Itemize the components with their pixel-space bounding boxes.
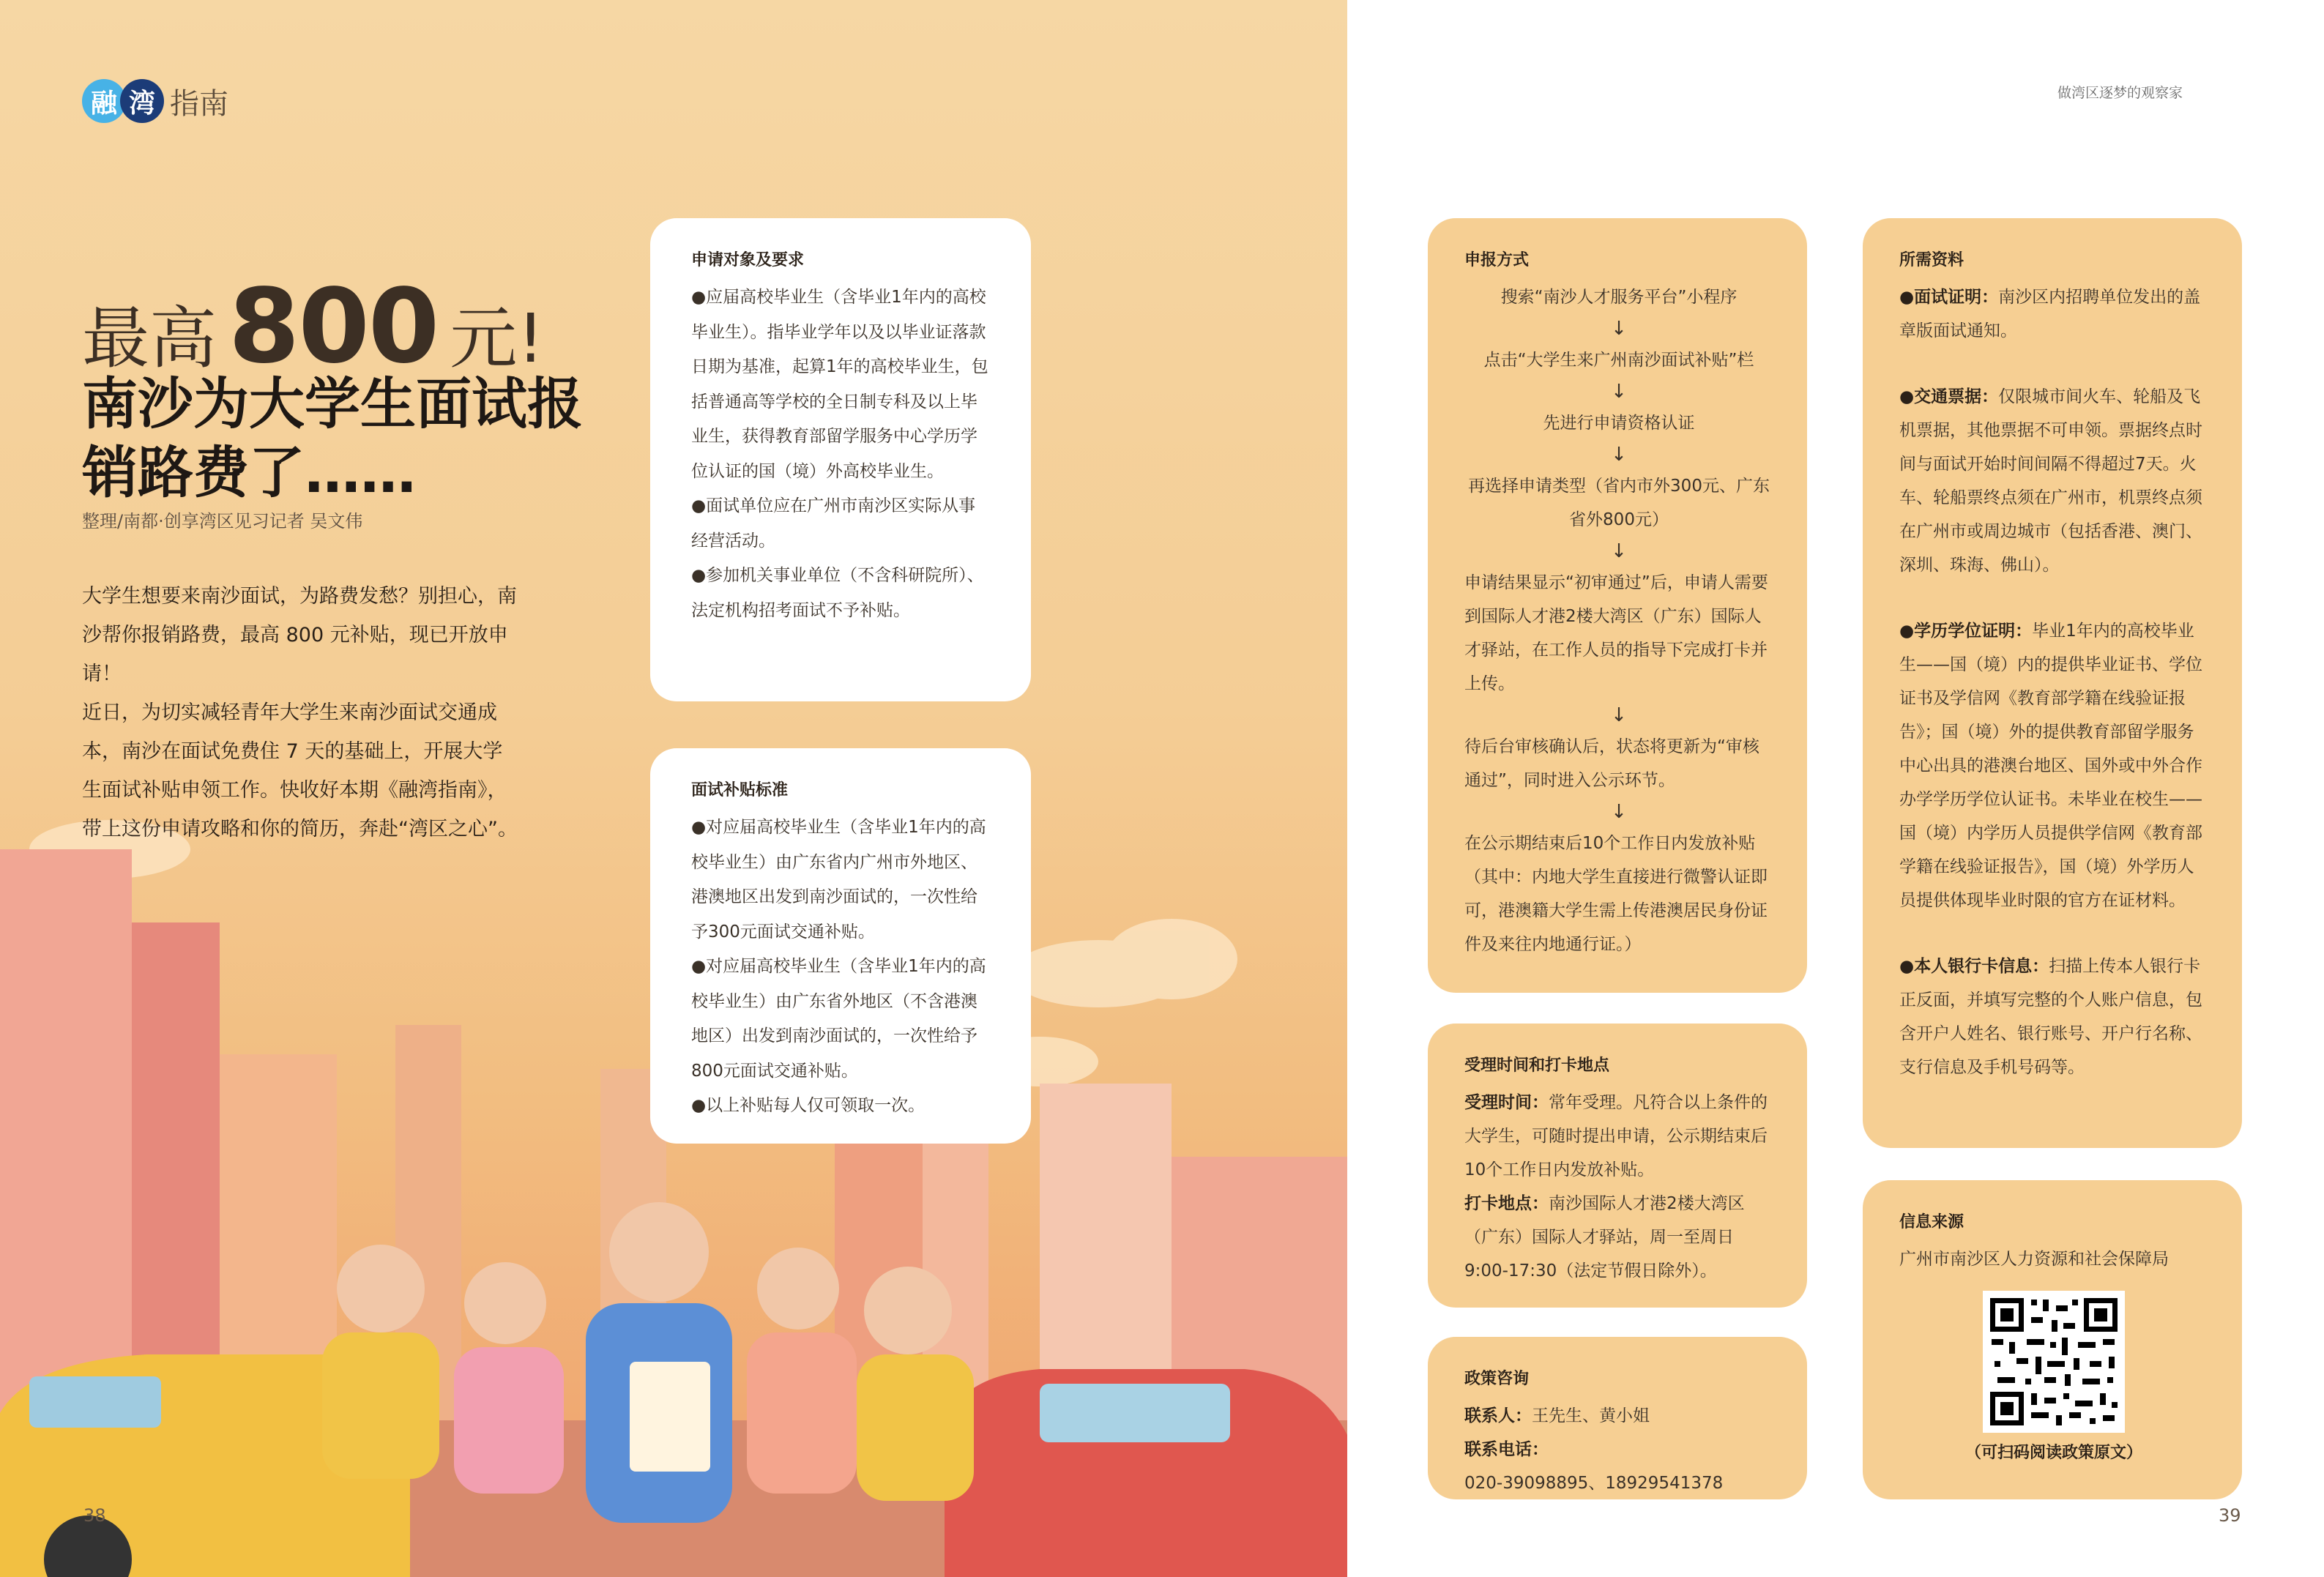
card-item: ●对应届高校毕业生（含毕业1年内的高校毕业生）由广东省外地区（不含港澳地区）出发到南沙面试的，一次性给予800元面试交通补贴。 bbox=[691, 957, 986, 1081]
lead-paragraph: 近日，为切实减轻青年大学生来南沙面试交通成本，南沙在面试免费住 7 天的基础上，开展大学生面试补贴申领工作。快收好本期《融湾指南》，带上这份申请攻略和你的简历，奔赴“湾区之心”。 bbox=[82, 701, 518, 840]
material-item: ●面试证明：南沙区内招聘单位发出的盖章版面试通知。 bbox=[1899, 288, 2201, 340]
flow-step: 先进行申请资格认证 bbox=[1543, 414, 1695, 433]
headline-post: 元! bbox=[450, 299, 545, 378]
flow-arrow: ↓ bbox=[1611, 540, 1627, 562]
time-card bbox=[1428, 1024, 1807, 1308]
flow-arrow: ↓ bbox=[1611, 444, 1627, 466]
time-info bbox=[1464, 1086, 1773, 1187]
headline-number: 800 bbox=[228, 267, 439, 387]
flow-arrow: ↓ bbox=[1611, 381, 1627, 403]
contact-names: 王先生、黄小姐 bbox=[1532, 1406, 1650, 1425]
logo-char-2: 湾 bbox=[120, 79, 164, 123]
lead-paragraph: 大学生想要来南沙面试，为路费发愁？别担心，南沙帮你报销路费，最高 800 元补贴，现已开放申请！ bbox=[82, 585, 517, 685]
page-number-right: 39 bbox=[2219, 1505, 2241, 1526]
place-info bbox=[1464, 1187, 1773, 1288]
source-card bbox=[1863, 1180, 2242, 1499]
card-item: ●应届高校毕业生（含毕业1年内的高校毕业生）。指毕业学年以及以毕业证落款日期为基准，起算1年的高校毕业生，包括普通高等学校的全日制专科及以上毕业生，获得教育部留学服务中心学历学位认证的国（境）外高校毕业生。 bbox=[691, 288, 988, 481]
headline-title: 南沙为大学生面试报销路费了…… bbox=[82, 371, 583, 505]
byline: 整理/南都·创享湾区见习记者 吴文伟 bbox=[82, 511, 363, 532]
logo-text: 指南 bbox=[170, 86, 228, 121]
phone-number: 020-39098895、18929541378 bbox=[1464, 1474, 1724, 1493]
card-title: 受理时间和打卡地点 bbox=[1464, 1056, 1610, 1075]
card-title: 申请对象及要求 bbox=[691, 251, 805, 269]
flow-arrow: ↓ bbox=[1611, 318, 1627, 340]
phone-label: 联系电话： bbox=[1464, 1440, 1549, 1459]
card-item: ●参加机关事业单位（不含科研院所）、法定机构招考面试不予补贴。 bbox=[691, 566, 984, 620]
card-title: 面试补贴标准 bbox=[691, 781, 789, 799]
contact-info bbox=[1464, 1399, 1773, 1433]
materials-card bbox=[1863, 218, 2242, 1148]
flow-step: 在公示期结束后10个工作日内发放补贴（其中：内地大学生直接进行微警认证即可，港澳籍大学生需上传港澳居民身份证件及来往内地通行证。） bbox=[1464, 834, 1768, 954]
logo bbox=[82, 79, 228, 123]
material-item: ●本人银行卡信息：扫描上传本人银行卡正反面，并填写完整的个人账户信息，包含开户人姓名、银行账号、开户行名称、支行信息及手机号码等。 bbox=[1899, 957, 2202, 1077]
time-label: 受理时间： bbox=[1464, 1093, 1549, 1112]
flow-step: 再选择申请类型（省内市外300元、广东省外800元） bbox=[1468, 477, 1770, 529]
flow-step: 申请结果显示“初审通过”后，申请人需要到国际人才港2楼大湾区（广东）国际人才驿站，在工作人员的指导下完成打卡并上传。 bbox=[1464, 573, 1768, 693]
consult-card bbox=[1428, 1337, 1807, 1499]
headline-amount bbox=[82, 267, 544, 387]
place-label: 打卡地点： bbox=[1464, 1194, 1549, 1213]
material-item: ●学历学位证明：毕业1年内的高校毕业生——国（境）内的提供毕业证书、学位证书及学信网《教育部学籍在线验证报告》；国（境）外的提供教育部留学服务中心出具的港澳台地区、国外或中外合作办学学历学位认证书。未毕业在校生——国（境）内学历人员提供学信网《教育部学籍在线验证报告》，国（境）外学历人员提供体现毕业时限的官方在证材料。 bbox=[1899, 622, 2202, 910]
card-title: 政策咨询 bbox=[1464, 1370, 1530, 1388]
flow-arrow: ↓ bbox=[1611, 801, 1627, 823]
contact-label: 联系人： bbox=[1464, 1406, 1532, 1425]
card-title: 所需资料 bbox=[1899, 251, 1964, 269]
lead-text bbox=[82, 577, 521, 849]
method-card bbox=[1428, 218, 1807, 993]
time-text: 常年受理。凡符合以上条件的大学生，可随时提出申请，公示期结束后10个工作日内发放补贴。 bbox=[1464, 1093, 1768, 1179]
card-title: 申报方式 bbox=[1464, 251, 1530, 269]
material-item: ●交通票据：仅限城市间火车、轮船及飞机票据，其他票据不可申领。票据终点时间与面试开始时间间隔不得超过7天。火车、轮船票终点须在广州市，机票终点须在广州市或周边城市（包括香港、澳门、深圳、珠海、佛山）。 bbox=[1899, 387, 2202, 575]
place-text: 南沙国际人才港2楼大湾区（广东）国际人才驿站，周一至周日9:00-17:30（法定节假日除外）。 bbox=[1464, 1194, 1745, 1280]
card-item: ●以上补贴每人仅可领取一次。 bbox=[691, 1096, 925, 1115]
tagline: 做湾区逐梦的观察家 bbox=[2057, 85, 2183, 101]
qr-code[interactable] bbox=[1983, 1291, 2125, 1433]
flow-step: 搜索“南沙人才服务平台”小程序 bbox=[1500, 288, 1738, 307]
red-car bbox=[945, 1369, 1347, 1577]
card-item: ●对应届高校毕业生（含毕业1年内的高校毕业生）由广东省内广州市外地区、港澳地区出发到南沙面试的，一次性给予300元面试交通补贴。 bbox=[691, 818, 986, 942]
qr-code-graphic bbox=[1983, 1291, 2125, 1433]
standard-card bbox=[650, 748, 1031, 1144]
flow-arrow: ↓ bbox=[1611, 704, 1627, 726]
eligibility-card bbox=[650, 218, 1031, 701]
flow-step: 待后台审核确认后，状态将更新为“审核通过”，同时进入公示环节。 bbox=[1464, 737, 1759, 790]
headline-pre: 最高 bbox=[82, 299, 217, 378]
source-text: 广州市南沙区人力资源和社会保障局 bbox=[1899, 1250, 2169, 1269]
card-title: 信息来源 bbox=[1899, 1213, 1964, 1231]
logo-char-1: 融 bbox=[82, 79, 126, 123]
page-number-left: 38 bbox=[83, 1505, 106, 1526]
card-item: ●面试单位应在广州市南沙区实际从事经营活动。 bbox=[691, 496, 976, 551]
flow-step: 点击“大学生来广州南沙面试补贴”栏 bbox=[1483, 351, 1754, 370]
qr-caption: （可扫码阅读政策原文） bbox=[1964, 1444, 2142, 1462]
